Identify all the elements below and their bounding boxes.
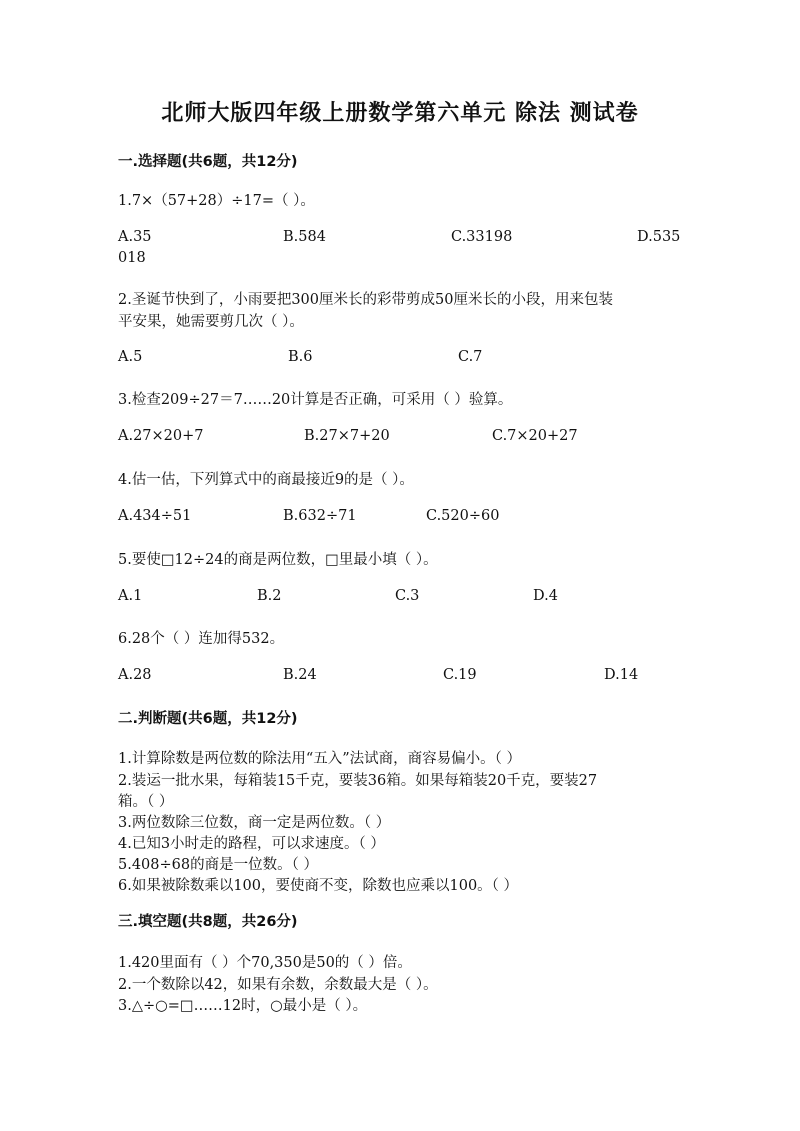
q4-option-c: C.520÷60 <box>426 508 500 524</box>
fill-item-2: 2.一个数除以42，如果有余数，余数最大是（ ）。 <box>118 977 438 993</box>
judgement-item-3: 3.两位数除三位数，商一定是两位数。（ ） <box>118 815 391 831</box>
q1-stem: 1.7×（57+28）÷17=（ ）。 <box>118 193 315 209</box>
judgement-item-2-continued: 箱。（ ） <box>118 794 174 810</box>
q2-stem-line2: 平安果，她需要剪几次（ ）。 <box>118 314 304 330</box>
q1-option-d-continued: 018 <box>118 250 146 266</box>
q2-stem-line1: 2.圣诞节快到了，小雨要把300厘米长的彩带剪成50厘米长的小段，用来包装 <box>118 292 613 308</box>
q6-stem: 6.28个（ ）连加得532。 <box>118 631 285 647</box>
section-heading-choice: 一.选择题(共6题，共12分) <box>118 154 298 170</box>
q3-option-a: A.27×20+7 <box>118 428 204 444</box>
q3-option-b: B.27×7+20 <box>304 428 390 444</box>
q5-option-d: D.4 <box>533 588 558 604</box>
judgement-item-4: 4.已知3小时走的路程，可以求速度。（ ） <box>118 836 385 852</box>
section-heading-judgement: 二.判断题(共6题，共12分) <box>118 711 298 727</box>
fill-item-1: 1.420里面有（ ）个70,350是50的（ ）倍。 <box>118 955 412 971</box>
judgement-item-1: 1.计算除数是两位数的除法用“五入”法试商，商容易偏小。（ ） <box>118 751 522 767</box>
q2-option-a: A.5 <box>118 349 143 365</box>
q4-option-a: A.434÷51 <box>118 508 192 524</box>
q3-option-c: C.7×20+27 <box>492 428 578 444</box>
q2-option-b: B.6 <box>288 349 313 365</box>
section-heading-fill: 三.填空题(共8题，共26分) <box>118 914 298 930</box>
fill-item-3: 3.△÷○=□……12时，○最小是（ ）。 <box>118 998 368 1014</box>
q5-option-a: A.1 <box>118 588 143 604</box>
q4-stem: 4.估一估，下列算式中的商最接近9的是（ ）。 <box>118 472 414 488</box>
page-title: 北师大版四年级上册数学第六单元 除法 测试卷 <box>161 101 639 126</box>
q1-option-d: D.535 <box>637 229 681 245</box>
q5-option-c: C.3 <box>395 588 420 604</box>
q5-stem: 5.要使□12÷24的商是两位数，□里最小填（ ）。 <box>118 552 438 568</box>
q5-option-b: B.2 <box>257 588 282 604</box>
q1-option-b: B.584 <box>283 229 326 245</box>
q3-stem: 3.检查209÷27＝7……20计算是否正确，可采用（ ）验算。 <box>118 392 513 408</box>
judgement-item-2: 2.装运一批水果，每箱装15千克，要装36箱。如果每箱装20千克，要装27 <box>118 773 598 789</box>
q2-option-c: C.7 <box>458 349 483 365</box>
q6-option-c: C.19 <box>443 667 477 683</box>
q6-option-d: D.14 <box>604 667 639 683</box>
q1-option-c: C.33198 <box>451 229 513 245</box>
judgement-item-5: 5.408÷68的商是一位数。（ ） <box>118 857 318 873</box>
q4-option-b: B.632÷71 <box>283 508 357 524</box>
q6-option-b: B.24 <box>283 667 317 683</box>
q1-option-a: A.35 <box>118 229 152 245</box>
q6-option-a: A.28 <box>118 667 152 683</box>
judgement-item-6: 6.如果被除数乘以100，要使商不变，除数也应乘以100。（ ） <box>118 878 519 894</box>
